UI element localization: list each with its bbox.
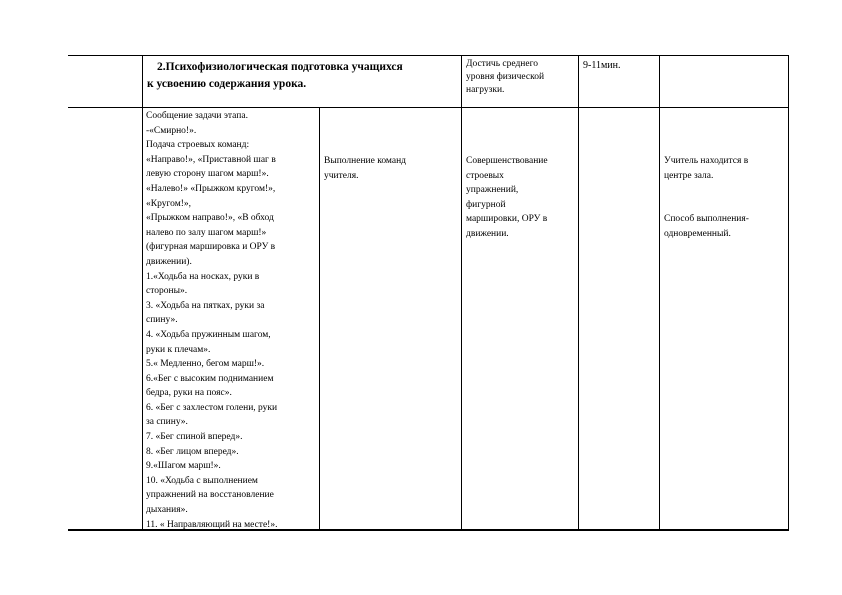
body-goal-line-4: фигурной [466, 199, 506, 210]
content-line: «Налево!» «Прыжком кругом!», [146, 183, 276, 194]
content-line: Сообщение задачи этапа. [146, 111, 248, 121]
stage-goal-line-1: Достичь среднего [466, 59, 539, 69]
content-line: 6.«Бег с высоким подниманием [146, 373, 274, 384]
content-line: спину». [146, 315, 178, 326]
stage-goal [466, 58, 544, 98]
student-activity-line-2: учителя. [324, 170, 359, 181]
content-line: 5.« Медленно, бегом марш!». [146, 359, 265, 370]
stage-title-line-2: к усвоению содержания урока. [147, 78, 307, 90]
content-line: 4. «Ходьба пружинным шагом, [146, 329, 271, 340]
content-line: за спину». [146, 417, 188, 428]
content-line: «Направо!», «Приставной шаг в [146, 154, 276, 165]
stage-title-line-1: 2.Психофизиологическая подготовка учащихся [157, 61, 403, 73]
row-divider [68, 107, 789, 108]
stage-content [146, 109, 277, 532]
lesson-table [68, 55, 789, 530]
body-goal-line-2: строевых [466, 170, 504, 181]
stage-time [583, 59, 621, 74]
stage-goal-line-2: уровня физической [466, 72, 545, 83]
content-line: 8. «Бег лицом вперед». [146, 446, 239, 457]
content-line: 3. «Ходьба на пятках, руки за [146, 300, 265, 311]
content-line: Подача строевых команд: [146, 140, 250, 151]
body-goal [466, 154, 548, 242]
body-goal-line-3: упражнений, [466, 185, 519, 196]
stage-goal-line-3: нагрузки. [466, 85, 505, 96]
body-goal-line-6: движении. [466, 228, 509, 239]
teacher-note-1-line-1: Учитель находится в [664, 156, 749, 166]
content-line: левую сторону шагом марш!». [146, 169, 269, 180]
content-line: руки к плечам». [146, 344, 211, 355]
content-line: «Кругом!», [146, 198, 191, 209]
content-line: 7. «Бег спиной вперед». [146, 432, 243, 443]
student-activity-line-1: Выполнение команд [324, 156, 407, 166]
teacher-note-1-line-2: центре зала. [664, 170, 714, 181]
content-line: налево по залу шагом марш!» [146, 227, 267, 238]
content-line: «Прыжком направо!», «В обход [146, 213, 274, 224]
col-divider-1 [142, 55, 143, 531]
col-divider-4 [578, 55, 579, 531]
col-divider-2 [319, 107, 320, 531]
content-line: дыхания». [146, 505, 188, 516]
content-line: упражнений на восстановление [146, 490, 274, 501]
content-line: 1.«Ходьба на носках, руки в [146, 271, 260, 282]
content-line: 6. «Бег с захлестом голени, руки [146, 402, 278, 413]
content-line: стороны». [146, 286, 188, 297]
teacher-note-2-line-1: Способ выполнения- [664, 214, 749, 225]
col-divider-3 [461, 55, 462, 531]
content-line: -«Смирно!». [146, 125, 197, 136]
table-top-border [68, 55, 789, 56]
table-right-border [788, 55, 789, 531]
body-goal-line-5: маршировки, ОРУ в [466, 214, 548, 225]
teacher-notes [664, 154, 749, 241]
content-line: 11. « Направляющий на месте!». [146, 519, 278, 530]
stage-time-value: 9-11мин. [583, 60, 621, 71]
content-line: 9.«Шагом марш!». [146, 461, 221, 472]
content-line: (фигурная маршировка и ОРУ в [146, 242, 276, 253]
content-line: 10. «Ходьба с выполнением [146, 475, 258, 486]
stage-title [147, 59, 403, 93]
col-divider-5 [659, 55, 660, 531]
teacher-note-2-line-2: одновременный. [664, 228, 731, 239]
content-line: движении). [146, 256, 192, 267]
body-goal-line-1: Совершенствование [466, 156, 548, 166]
content-line: бедра, руки на пояс». [146, 388, 232, 399]
student-activity [324, 154, 406, 183]
